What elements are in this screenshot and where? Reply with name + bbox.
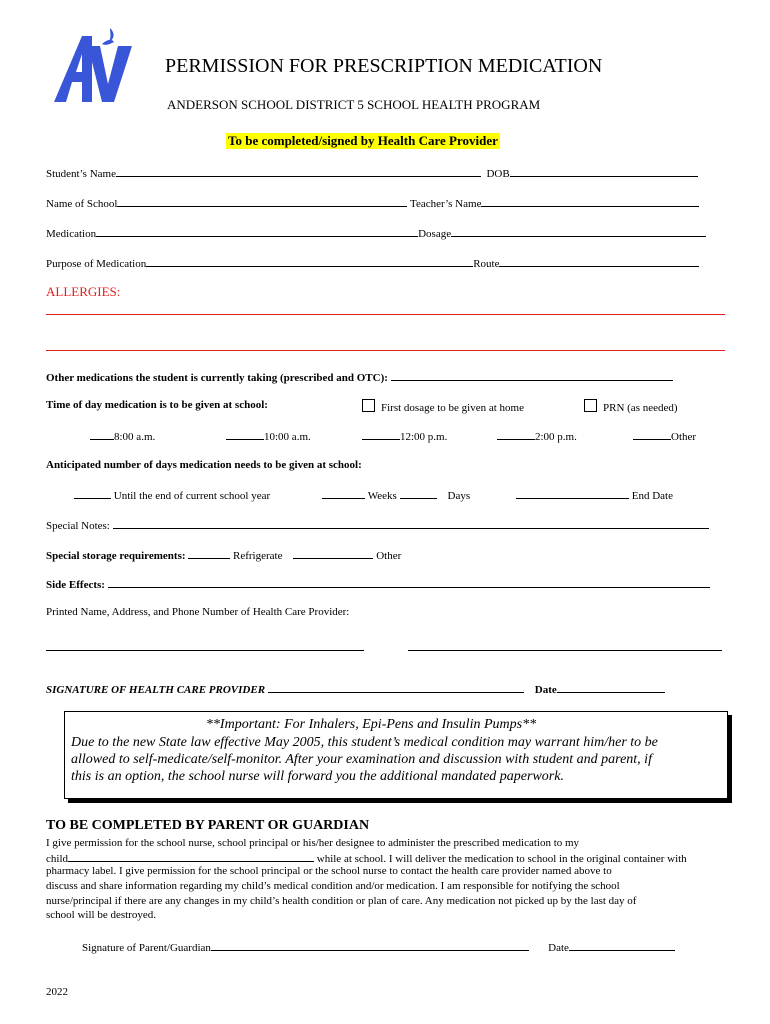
prn-label: PRN (as needed) bbox=[603, 402, 678, 414]
time-2pm-label: 2:00 p.m. bbox=[535, 431, 577, 443]
time-other[interactable] bbox=[633, 429, 696, 443]
time-12pm-field[interactable] bbox=[362, 429, 400, 440]
side-effects-field[interactable] bbox=[108, 577, 710, 588]
special-notes-field[interactable] bbox=[113, 518, 709, 529]
route-field[interactable] bbox=[499, 256, 699, 267]
school-row bbox=[46, 196, 699, 210]
medication-field[interactable] bbox=[96, 226, 418, 237]
until-end-field[interactable] bbox=[74, 488, 111, 499]
student-name-label: Student’s Name bbox=[46, 168, 116, 180]
parent-signature-row bbox=[82, 940, 675, 954]
time-2pm-field[interactable] bbox=[497, 429, 535, 440]
medication-row bbox=[46, 226, 706, 240]
parent-text-2 bbox=[46, 851, 687, 865]
time-10am-field[interactable] bbox=[226, 429, 264, 440]
important-line-3: this is an option, the school nurse will forward you the additional mandated paperwork. bbox=[71, 769, 564, 784]
anderson-av-logo-icon bbox=[52, 26, 134, 108]
end-date-field[interactable] bbox=[516, 488, 629, 499]
parent-text-6: school will be destroyed. bbox=[46, 909, 156, 921]
time-8am-field[interactable] bbox=[90, 429, 114, 440]
parent-text-4: discuss and share information regarding my child’s medical condition and/or medication. I am responsible for notifying the school bbox=[46, 880, 620, 892]
important-line-1: Due to the new State law effective May 2005, this student’s medical condition may warrant him/her to be bbox=[71, 735, 658, 750]
weeks-option[interactable] bbox=[322, 488, 470, 502]
other-meds-row bbox=[46, 370, 673, 384]
days-option-label: Days bbox=[447, 490, 471, 502]
school-name-label: Name of School bbox=[46, 198, 118, 210]
time-10am-label: 10:00 a.m. bbox=[264, 431, 311, 443]
weeks-field[interactable] bbox=[322, 488, 365, 499]
time-2pm[interactable] bbox=[497, 429, 577, 443]
purpose-label: Purpose of Medication bbox=[46, 258, 147, 270]
important-line-2: allowed to self-medicate/self-monitor. After your examination and discussion with student and parent, if bbox=[71, 752, 652, 767]
parent-text-2b: while at school. I will deliver the medication to school in the original container with bbox=[314, 853, 687, 865]
first-dosage-option[interactable] bbox=[362, 399, 524, 414]
provider-address-field[interactable] bbox=[408, 650, 722, 651]
page-title: PERMISSION FOR PRESCRIPTION MEDICATION bbox=[165, 55, 603, 77]
time-of-day-label: Time of day medication is to be given at school: bbox=[46, 399, 268, 411]
parent-date-label: Date bbox=[548, 942, 569, 954]
dosage-label: Dosage bbox=[418, 228, 452, 240]
storage-other-field[interactable] bbox=[293, 548, 373, 559]
prn-option[interactable] bbox=[584, 399, 678, 414]
medication-label: Medication bbox=[46, 228, 97, 240]
provider-info-label: Printed Name, Address, and Phone Number of Health Care Provider: bbox=[46, 606, 350, 618]
provider-signature-row bbox=[46, 682, 665, 696]
child-label: child bbox=[46, 853, 68, 865]
provider-date-label: Date bbox=[534, 684, 557, 696]
allergies-line-1[interactable] bbox=[46, 314, 725, 315]
parent-text-3: pharmacy label. I give permission for the school principal or the school nurse to contact the health care provider named above to bbox=[46, 865, 612, 877]
parent-signature-field[interactable] bbox=[211, 940, 529, 951]
days-field[interactable] bbox=[400, 488, 437, 499]
parent-date-field[interactable] bbox=[569, 940, 675, 951]
student-name-row bbox=[46, 166, 698, 180]
allergies-label: ALLERGIES: bbox=[46, 284, 121, 299]
district-name: ANDERSON SCHOOL DISTRICT 5 SCHOOL HEALTH PROGRAM bbox=[167, 97, 541, 112]
important-title: **Important: For Inhalers, Epi-Pens and Insulin Pumps** bbox=[205, 717, 537, 732]
special-notes-label: Special Notes: bbox=[46, 520, 110, 532]
provider-name-field[interactable] bbox=[46, 650, 364, 651]
parent-signature-label: Signature of Parent/Guardian bbox=[82, 942, 211, 954]
end-date-label: End Date bbox=[631, 490, 673, 502]
side-effects-label: Side Effects: bbox=[46, 579, 105, 591]
parent-text-1: I give permission for the school nurse, school principal or his/her designee to administer the prescribed medication to my bbox=[46, 837, 580, 849]
first-dosage-checkbox[interactable] bbox=[362, 399, 375, 412]
provider-banner: To be completed/signed by Health Care Provider bbox=[228, 133, 498, 148]
side-effects-row bbox=[46, 577, 710, 591]
route-label: Route bbox=[473, 258, 500, 270]
purpose-row bbox=[46, 256, 699, 270]
refrigerate-label: Refrigerate bbox=[233, 550, 283, 562]
storage-label: Special storage requirements: bbox=[46, 550, 186, 562]
refrigerate-field[interactable] bbox=[188, 548, 230, 559]
parent-heading: TO BE COMPLETED BY PARENT OR GUARDIAN bbox=[46, 818, 370, 833]
provider-signature-label: SIGNATURE OF HEALTH CARE PROVIDER bbox=[46, 684, 266, 696]
purpose-field[interactable] bbox=[146, 256, 473, 267]
first-dosage-label: First dosage to be given at home bbox=[381, 402, 524, 414]
end-date-option[interactable] bbox=[516, 488, 673, 502]
time-10am[interactable] bbox=[226, 429, 311, 443]
school-name-field[interactable] bbox=[117, 196, 407, 207]
other-meds-label: Other medications the student is currently taking (prescribed and OTC): bbox=[46, 372, 388, 384]
important-box bbox=[64, 711, 728, 799]
time-other-field[interactable] bbox=[633, 429, 671, 440]
teacher-name-label: Teacher’s Name bbox=[410, 198, 482, 210]
time-12pm[interactable] bbox=[362, 429, 447, 443]
time-other-label: Other bbox=[671, 431, 697, 443]
allergies-line-2[interactable] bbox=[46, 350, 725, 351]
footer-year: 2022 bbox=[46, 986, 68, 998]
provider-date-field[interactable] bbox=[557, 682, 665, 693]
student-name-field[interactable] bbox=[116, 166, 481, 177]
time-12pm-label: 12:00 p.m. bbox=[400, 431, 448, 443]
provider-signature-field[interactable] bbox=[268, 682, 524, 693]
storage-row bbox=[46, 548, 401, 562]
until-end-option[interactable] bbox=[74, 488, 270, 502]
other-meds-field[interactable] bbox=[391, 370, 673, 381]
parent-text-5: nurse/principal if there are any changes in my child’s health condition or plan of care. Any medication not picked up by the last day of bbox=[46, 895, 637, 907]
storage-other-label: Other bbox=[376, 550, 402, 562]
special-notes-row bbox=[46, 518, 709, 532]
days-label: Anticipated number of days medication needs to be given at school: bbox=[46, 459, 362, 471]
weeks-label: Weeks bbox=[367, 490, 397, 502]
dob-label: DOB bbox=[486, 168, 510, 180]
dosage-field[interactable] bbox=[451, 226, 706, 237]
time-8am-label: 8:00 a.m. bbox=[114, 431, 156, 443]
child-name-field[interactable] bbox=[68, 851, 314, 862]
prn-checkbox[interactable] bbox=[584, 399, 597, 412]
teacher-name-field[interactable] bbox=[481, 196, 699, 207]
time-8am[interactable] bbox=[90, 429, 155, 443]
until-end-label: Until the end of current school year bbox=[113, 490, 271, 502]
dob-field[interactable] bbox=[510, 166, 698, 177]
